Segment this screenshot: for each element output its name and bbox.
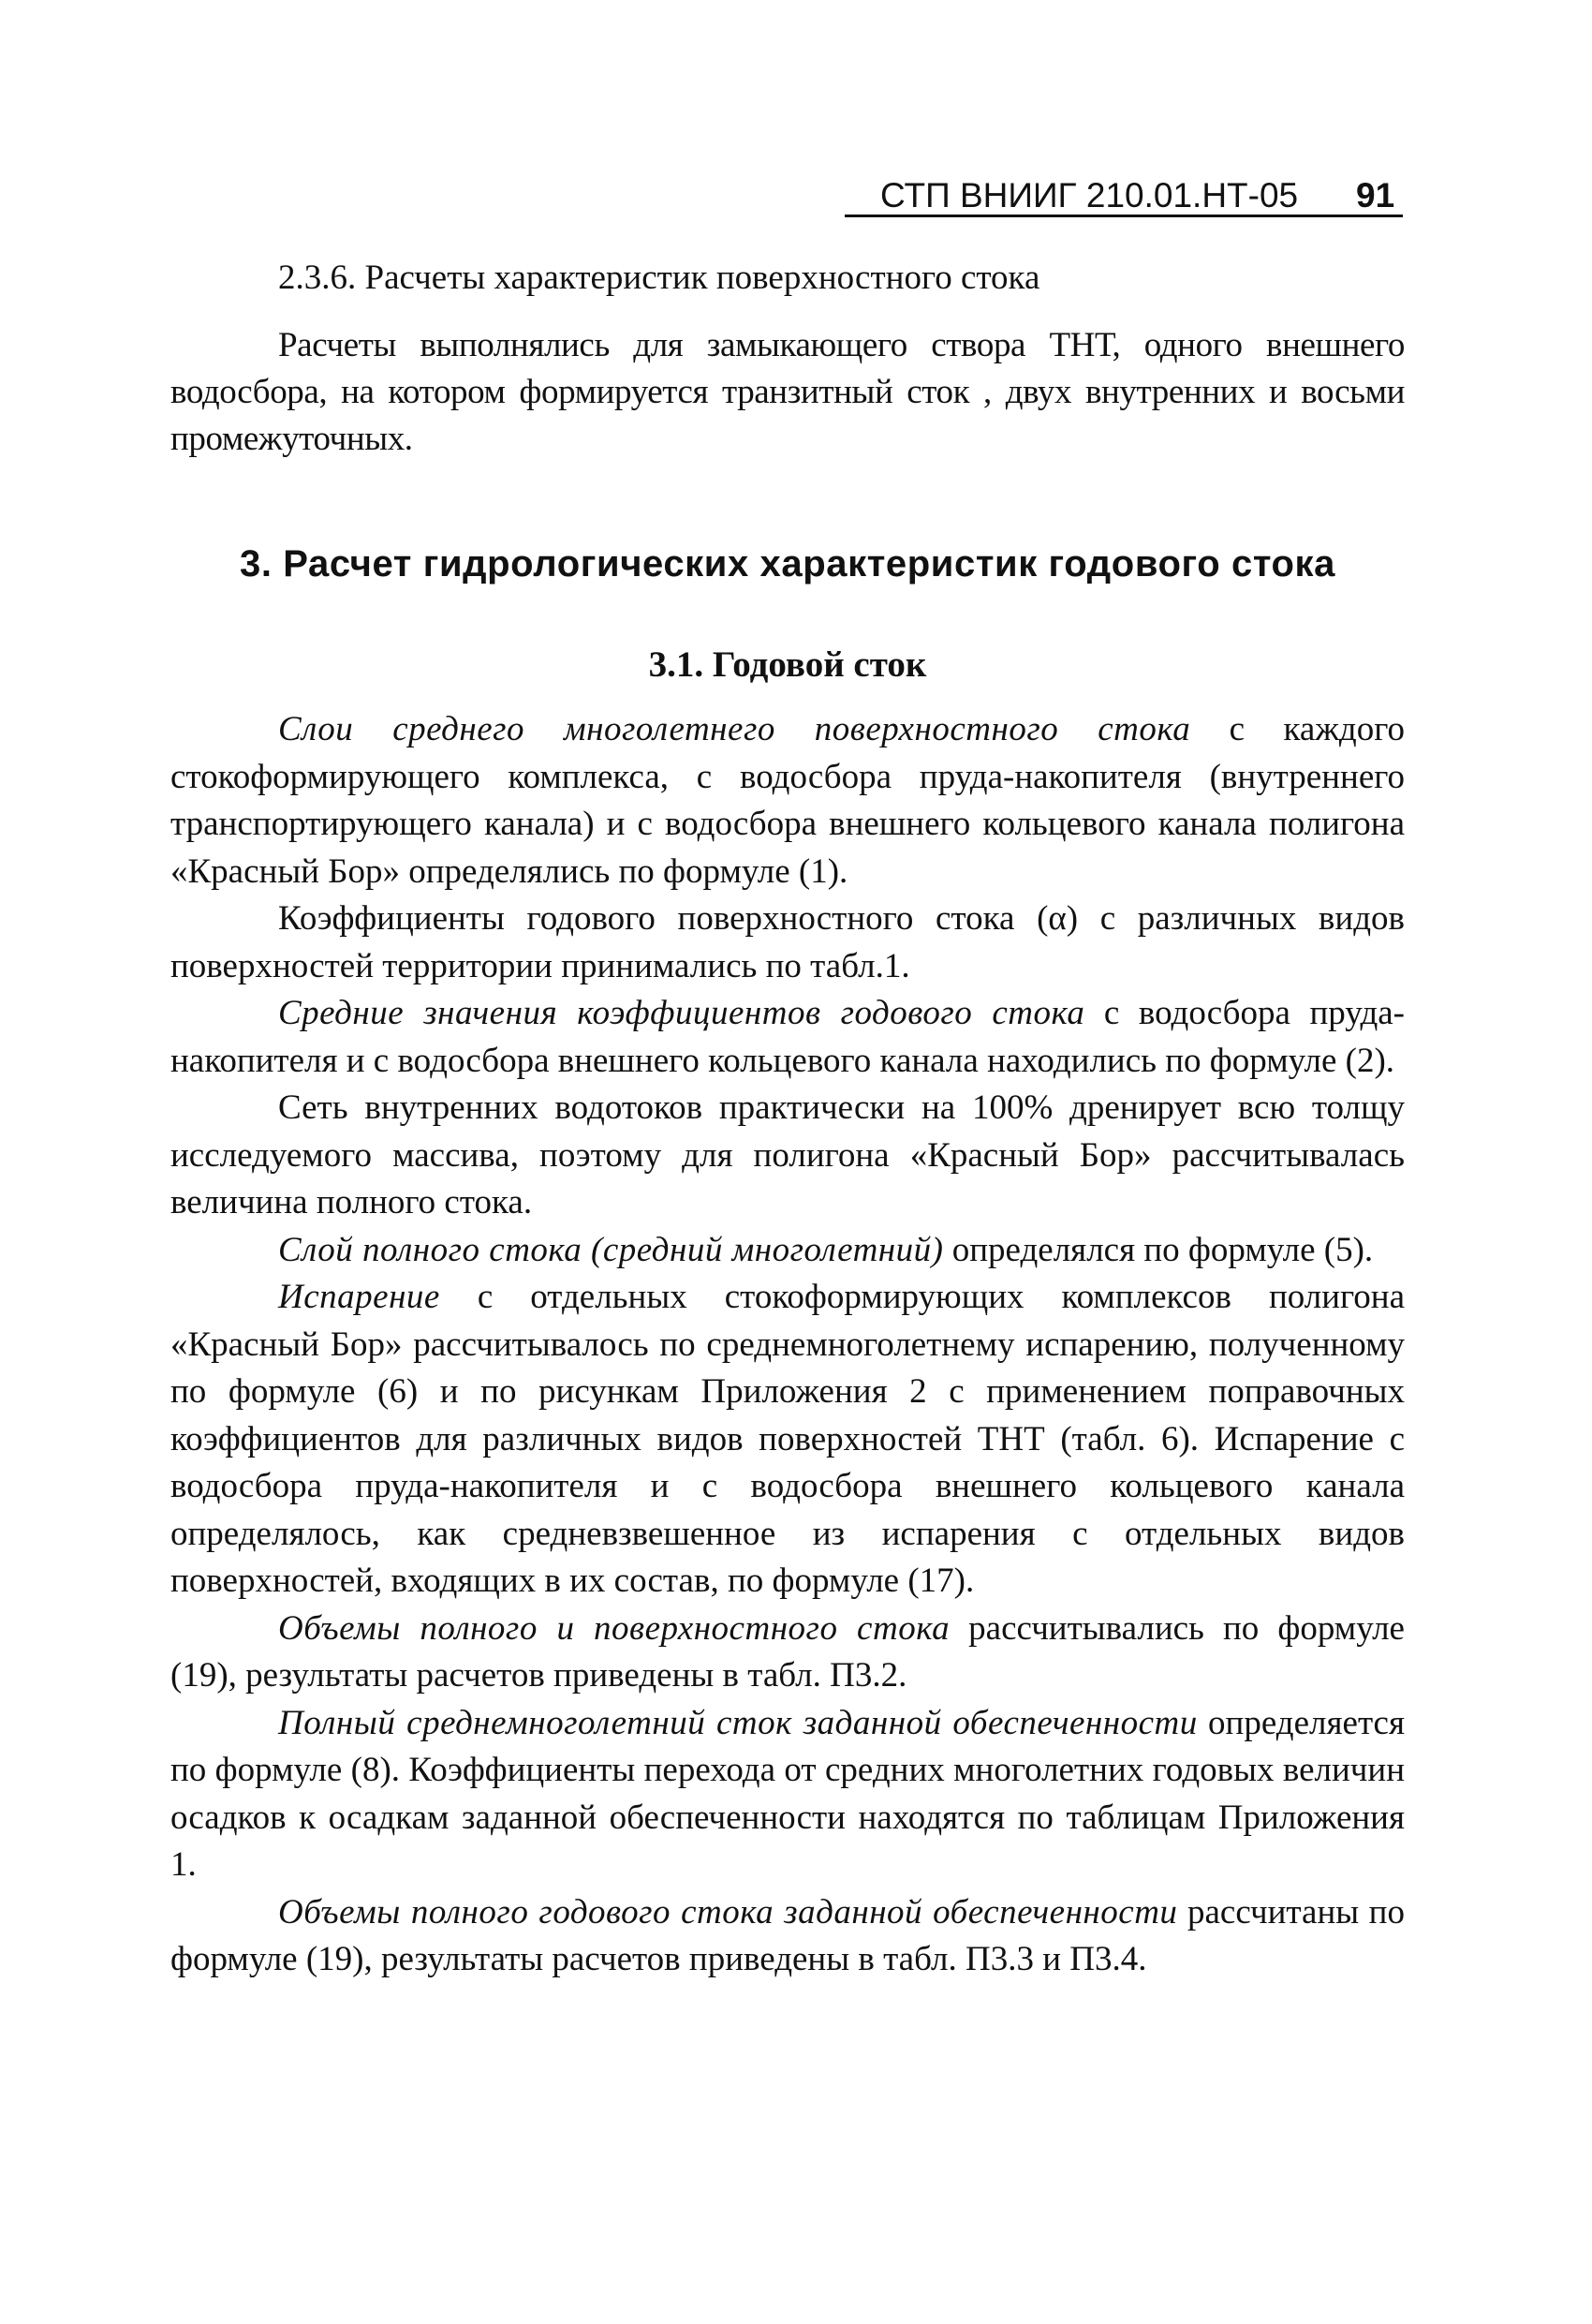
section-3-heading: 3. Расчет гидрологических характеристик годового стока <box>239 543 1336 585</box>
paragraph-text: с водосбора пруда-накопителя и с водосбора внешнего кольцевого канала находились по формуле (2). <box>170 994 1406 1080</box>
paragraph <box>170 1889 1405 1984</box>
emphasis-term: Объемы полного годового стока заданной обеспеченности <box>278 1892 1178 1932</box>
paragraph-text: определялся по формуле (5). <box>943 1230 1374 1269</box>
paragraph-text: Сеть внутренних водотоков практически на 100% дренирует всю толщу исследуемого массива, поэтому для полигона «Красный Бор» рассчитывалась величина полного стока. <box>170 1088 1405 1221</box>
paragraph-text: определяется по формуле (8). Коэффициенты перехода от средних многолетних годовых величин осадков к осадкам заданной обеспеченности находятся по таблицам Приложения 1. <box>170 1703 1405 1884</box>
paragraph <box>170 706 1405 896</box>
paragraph <box>170 1606 1405 1700</box>
paragraph <box>170 990 1405 1085</box>
paragraph <box>170 896 1405 990</box>
emphasis-term: Слой полного стока (средний многолетний) <box>278 1230 944 1269</box>
page-header <box>852 170 1405 221</box>
paragraph-text: с каждого стокоформирующего комплекса, с водосбора пруда-накопителя (внутреннего транспортирующего канала) и с водосбора внешнего кольцевого канала полигона «Красный Бор» определялись по формуле (1). <box>170 710 1405 891</box>
paragraph <box>170 1227 1405 1275</box>
emphasis-term: Средние значения коэффициентов годового стока <box>278 994 1085 1032</box>
subsection-2-3-6-title: 2.3.6. Расчеты характеристик поверхностного стока <box>278 259 1040 297</box>
page-number: 91 <box>1356 176 1395 215</box>
emphasis-term: Слои среднего многолетнего поверхностного стока <box>278 710 1191 748</box>
subsection-2-3-6-text: Расчеты выполнялись для замыкающего створа ТНТ, одного внешнего водосбора, на котором формируется транзитный сток , двух внутренних и восьми промежуточных. <box>170 326 1405 458</box>
paragraph-text: рассчитывались по формуле (19), результаты расчетов приведены в табл. П3.2. <box>170 1608 1405 1695</box>
header-rule <box>845 215 1403 217</box>
paragraph <box>170 1274 1405 1606</box>
body-text <box>170 706 1405 1984</box>
subsection-3-1-heading: 3.1. Годовой сток <box>648 644 927 685</box>
emphasis-term: Испарение <box>278 1278 440 1316</box>
paragraph-text: с отдельных стокоформирующих комплексов полигона «Красный Бор» рассчитывалось по среднемноголетнему испарению, полученному по формуле (6) и по рисункам Приложения 2 с применением поправочных коэффициентов для различных видов поверхностей ТНТ (табл. 6). Испарение с водосбора пруда-накопителя и с водосбора внешнего кольцевого канала определялось, как средневзвешенное из испарения с отдельных видов поверхностей, входящих в их состав, по формуле (17). <box>170 1278 1405 1600</box>
paragraph-text: Коэффициенты годового поверхностного стока (α) с различных видов поверхностей территории принимались по табл.1. <box>170 899 1405 985</box>
emphasis-term: Полный среднемноголетний сток заданной обеспеченности <box>278 1703 1198 1742</box>
paragraph <box>170 1085 1405 1227</box>
paragraph <box>170 1700 1405 1889</box>
paragraph-text: рассчитаны по формуле (19), результаты расчетов приведены в табл. П3.3 и П3.4. <box>170 1892 1405 1978</box>
emphasis-term: Объемы полного и поверхностного стока <box>278 1608 951 1648</box>
document-code: СТП ВНИИГ 210.01.НТ-05 <box>880 176 1299 215</box>
